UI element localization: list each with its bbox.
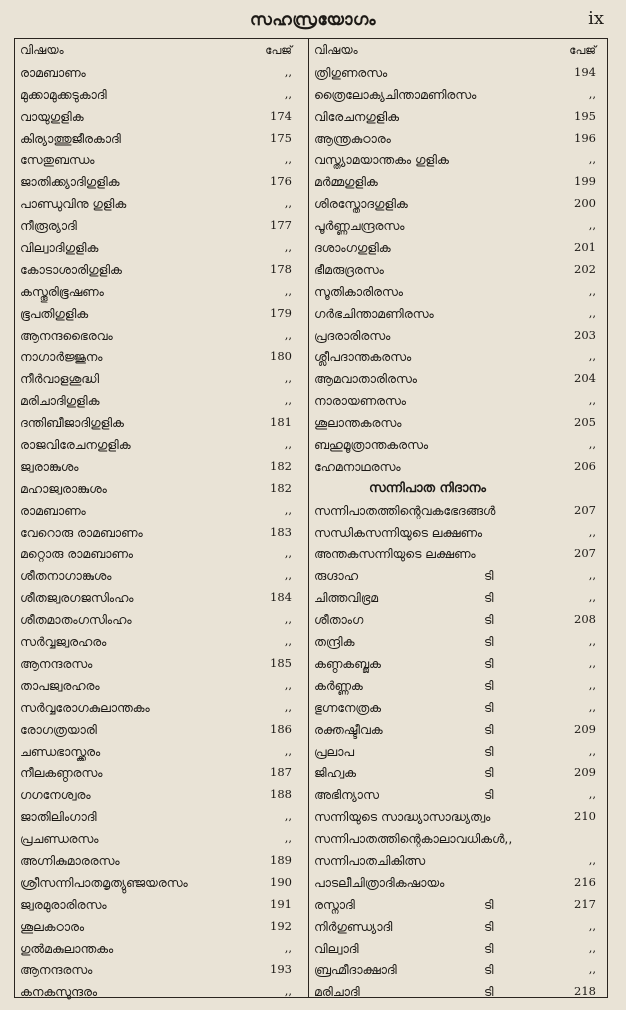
- entry-title: ശീതനാഗാങ്കുശം: [20, 568, 112, 584]
- index-entry: [314, 719, 602, 741]
- ditto-mark: ടി: [484, 699, 494, 715]
- entry-page: ,,: [284, 940, 292, 955]
- entry-page: ,,: [588, 568, 596, 583]
- index-entry: [314, 390, 602, 412]
- entry-page: 217: [574, 896, 596, 911]
- entry-page: ,,: [284, 152, 292, 167]
- page-number: ix: [588, 8, 604, 29]
- index-entry: [314, 631, 602, 653]
- index-entry: [20, 565, 302, 587]
- entry-page: ,,: [284, 502, 292, 517]
- entry-page: 187: [270, 765, 292, 780]
- index-entry: [314, 62, 602, 84]
- index-entry: [20, 741, 302, 763]
- index-entry: [314, 806, 602, 828]
- index-entry: [20, 631, 302, 653]
- entry-title: ഹേമനാഥരസം: [314, 458, 401, 474]
- index-entry: [20, 522, 302, 544]
- entry-title: ജ്വരമുരാരിരസം: [20, 896, 107, 912]
- entry-title: മുക്കാമുക്കടുകാദി: [20, 86, 107, 102]
- entry-page: 195: [574, 108, 596, 123]
- ditto-mark: ടി: [484, 765, 494, 781]
- entry-title: ശ്രീസന്നിപാതമൃത്യുഞ്ജയരസം: [20, 874, 188, 890]
- entry-page: 181: [270, 415, 292, 430]
- index-entry: [314, 106, 602, 128]
- entry-title: ആന്ത്രകുഠാരം: [314, 130, 391, 146]
- index-entry: [314, 675, 602, 697]
- ditto-mark: ടി: [484, 721, 494, 737]
- index-entry: [20, 938, 302, 960]
- entry-page: 208: [574, 612, 596, 627]
- index-entry: [314, 741, 602, 763]
- entry-title: രസ്നാദി: [314, 896, 355, 912]
- index-entry: [20, 149, 302, 171]
- subject-heading: വിഷയം: [314, 43, 358, 57]
- entry-title: അന്തകസന്നിയുടെ ലക്ഷണം: [314, 546, 476, 562]
- entry-page: 180: [270, 349, 292, 364]
- entry-title: ശീതജ്വരഗജസിംഹം: [20, 590, 134, 606]
- entry-title: ദശാംഗഗുളിക: [314, 240, 391, 256]
- section-heading: [314, 478, 602, 500]
- entry-title: വസ്ത്യാമയാന്തകം ഗുളിക: [314, 152, 449, 168]
- entry-title: കണ്ഠകബ്ജക: [314, 655, 381, 671]
- entry-title: ശൂലാന്തകരസം: [314, 415, 402, 431]
- index-entry: [20, 259, 302, 281]
- index-entry: [314, 522, 602, 544]
- index-entry: [20, 959, 302, 981]
- entry-title: നാരായണരസം: [314, 393, 406, 409]
- entry-title: ആമവാതാരിരസം: [314, 371, 417, 387]
- entry-title: പാണ്ഡുവിനു ഗുളിക: [20, 196, 127, 212]
- index-entry: [20, 762, 302, 784]
- ditto-mark: ടി: [484, 896, 494, 912]
- entry-page: 190: [270, 874, 292, 889]
- entry-title: പ്രചണ്ഡരസം: [20, 831, 99, 847]
- entry-title: വില്വാദി: [314, 940, 359, 956]
- ditto-mark: ടി: [484, 612, 494, 628]
- entry-page: 207: [574, 546, 596, 561]
- entry-title: കസ്തൂരിഭൂഷണം: [20, 283, 104, 299]
- entry-page: 188: [270, 787, 292, 802]
- entry-page: 209: [574, 721, 596, 736]
- entry-page: ,,: [588, 152, 596, 167]
- entry-title: ശ്ലീപദാന്തകരസം: [314, 349, 412, 365]
- entry-title: വില്വാദിഗുളിക: [20, 240, 99, 256]
- index-entry: [20, 193, 302, 215]
- entry-page: 192: [270, 918, 292, 933]
- index-entry: [20, 981, 302, 1003]
- index-entry: [20, 368, 302, 390]
- entry-title: ഗഗനേശ്വരം: [20, 787, 91, 803]
- entry-page: ,,: [284, 196, 292, 211]
- entry-title: സന്ധികസന്നിയുടെ ലക്ഷണം: [314, 524, 483, 540]
- entry-title: ആനന്ദരസം: [20, 962, 93, 978]
- entry-page: ,,: [284, 64, 292, 79]
- entry-page: 182: [270, 458, 292, 473]
- entry-title: നാഗാർജ്ജുനം: [20, 349, 103, 365]
- entry-page: ,,: [588, 787, 596, 802]
- entry-page: 209: [574, 765, 596, 780]
- ditto-mark: ടി: [484, 984, 494, 1000]
- entry-title: രുഗ്ദാഹ: [314, 568, 358, 584]
- entry-page: 193: [270, 962, 292, 977]
- index-entry: [314, 959, 602, 981]
- entry-title: സന്നിയുടെ സാദ്ധ്യാസാദ്ധ്യത്വം: [314, 809, 491, 825]
- entry-page: 186: [270, 721, 292, 736]
- entry-title: ഗർഭചിന്താമണിരസം: [314, 305, 434, 321]
- entry-title: ജാതിലിംഗാദി: [20, 809, 97, 825]
- entry-page: 204: [574, 371, 596, 386]
- entry-page: ,,: [284, 984, 292, 999]
- entry-title: ഭുഗ്നനേത്രക: [314, 699, 381, 715]
- index-entry: [20, 478, 302, 500]
- entry-page: ,,: [588, 655, 596, 670]
- entry-title: നീർവാളശുദ്ധി: [20, 371, 100, 387]
- entry-page: 178: [270, 261, 292, 276]
- entry-title: ഭീമരുദ്രരസം: [314, 261, 384, 277]
- entry-page: ,,: [588, 393, 596, 408]
- book-title: സഹസ്രയോഗം: [249, 10, 377, 30]
- entry-page: ,,: [588, 634, 596, 649]
- entry-title: വേറൊരു രാമബാണം: [20, 524, 143, 540]
- index-entry: [20, 828, 302, 850]
- ditto-mark: ടി: [484, 655, 494, 671]
- index-entry: [314, 872, 602, 894]
- entry-page: ,,: [588, 918, 596, 933]
- index-entry: [314, 653, 602, 675]
- index-entry: [314, 237, 602, 259]
- entry-title: ഭൂപതിഗുളിക: [20, 305, 89, 321]
- entry-page: 201: [574, 240, 596, 255]
- entry-page: 194: [574, 64, 596, 79]
- entry-page: ,,: [284, 568, 292, 583]
- entry-title: ബ്രഹ്മീദാക്ഷാദി: [314, 962, 397, 978]
- entry-title: ഗുൽമകുലാന്തകം: [20, 940, 114, 956]
- index-entry: [314, 981, 602, 1003]
- entry-title: രാജവിരേചനഗുളിക: [20, 437, 131, 453]
- entry-page: ,,: [588, 305, 596, 320]
- entry-title: സർവ്വജ്വരഹരം: [20, 634, 107, 650]
- entry-title: ത്രിഗുണരസം: [314, 64, 388, 80]
- ditto-mark: ടി: [484, 677, 494, 693]
- entry-page: ,,: [588, 940, 596, 955]
- index-entry: [314, 697, 602, 719]
- subject-heading: വിഷയം: [20, 43, 64, 57]
- ditto-mark: ടി: [484, 940, 494, 956]
- index-entry: [20, 894, 302, 916]
- index-entry: [314, 149, 602, 171]
- page-header: [0, 10, 626, 36]
- entry-page: 183: [270, 524, 292, 539]
- entry-title: ത്രൈലോക്യചിന്താമണിരസം: [314, 86, 477, 102]
- entry-page: ,,: [284, 743, 292, 758]
- entry-page: ,,: [284, 240, 292, 255]
- entry-page: ,,: [284, 634, 292, 649]
- left-index-column: [20, 40, 302, 1003]
- entry-title: സേതുബന്ധം: [20, 152, 95, 168]
- index-entry: [314, 916, 602, 938]
- index-entry: [314, 215, 602, 237]
- entry-title: നീലകണ്ഠരസം: [20, 765, 103, 781]
- entry-page: 182: [270, 480, 292, 495]
- index-entry: [20, 346, 302, 368]
- index-entry: [20, 719, 302, 741]
- entry-page: 210: [574, 809, 596, 824]
- index-entry: [20, 587, 302, 609]
- index-entry: [20, 215, 302, 237]
- index-entry: [314, 938, 602, 960]
- ditto-mark: ടി: [484, 743, 494, 759]
- entry-page: 176: [270, 174, 292, 189]
- index-entry: [20, 916, 302, 938]
- index-entry: [20, 850, 302, 872]
- column-divider: [308, 38, 309, 998]
- index-entry: [314, 456, 602, 478]
- index-entry: [314, 412, 602, 434]
- entry-page: 205: [574, 415, 596, 430]
- ditto-mark: ടി: [484, 962, 494, 978]
- index-entry: [20, 303, 302, 325]
- ditto-mark: ടി: [484, 918, 494, 934]
- entry-page: 207: [574, 502, 596, 517]
- entry-title: ദന്തിബീജാദിഗുളിക: [20, 415, 124, 431]
- entry-title: വായുഗുളിക: [20, 108, 84, 124]
- entry-page: ,,: [284, 437, 292, 452]
- entry-title: ശൂലകഠാരം: [20, 918, 85, 934]
- entry-title: കർണ്ണക: [314, 677, 363, 693]
- entry-page: 218: [574, 984, 596, 999]
- entry-title: സന്നിപാതത്തിന്റെവകഭേദങ്ങൾ: [314, 502, 496, 518]
- index-entry: [20, 653, 302, 675]
- index-entry: [314, 193, 602, 215]
- index-entry: [20, 128, 302, 150]
- index-entry: [314, 128, 602, 150]
- entry-page: 177: [270, 218, 292, 233]
- index-entry: [20, 872, 302, 894]
- entry-page: ,,: [588, 590, 596, 605]
- index-entry: [20, 675, 302, 697]
- ditto-mark: ടി: [484, 568, 494, 584]
- ditto-mark: ടി: [484, 787, 494, 803]
- index-entry: [314, 171, 602, 193]
- page-heading: പേജ്: [569, 43, 596, 57]
- entry-page: ,,: [588, 677, 596, 692]
- entry-title: നീരൂര്യാദി: [20, 218, 77, 234]
- entry-page: ,,: [284, 546, 292, 561]
- index-entry: [20, 609, 302, 631]
- index-entry: [314, 762, 602, 784]
- index-entry: [314, 609, 602, 631]
- index-entry: [314, 325, 602, 347]
- entry-page: 174: [270, 108, 292, 123]
- index-entry: [314, 565, 602, 587]
- entry-title: വിരേചനഗുളിക: [314, 108, 399, 124]
- entry-page: ,,: [284, 831, 292, 846]
- ditto-mark: ടി: [484, 590, 494, 606]
- entry-page: 189: [270, 852, 292, 867]
- entry-page: 203: [574, 327, 596, 342]
- entry-title: താപജ്വരഹരം: [20, 677, 100, 693]
- index-entry: [20, 62, 302, 84]
- entry-title: സർവ്വരോഗകുലാന്തകം: [20, 699, 150, 715]
- entry-title: അഗ്നികുമാരരസം: [20, 852, 120, 868]
- index-entry: [314, 346, 602, 368]
- index-entry: [20, 84, 302, 106]
- index-entry: [314, 368, 602, 390]
- index-entry: [314, 434, 602, 456]
- entry-title: മർമ്മഗുളിക: [314, 174, 378, 190]
- index-entry: [314, 894, 602, 916]
- index-entry: [20, 106, 302, 128]
- entry-page: ,,: [284, 809, 292, 824]
- entry-title: പ്രലാപ: [314, 743, 354, 759]
- index-entry: [20, 543, 302, 565]
- entry-title: രക്തഷ്ടീവക: [314, 721, 383, 737]
- entry-title: കോടാശാരിഗുളിക: [20, 261, 122, 277]
- entry-title: മഹാജ്വരാങ്കുശം: [20, 480, 107, 496]
- index-entry: [314, 850, 602, 872]
- entry-title: ജ്വരാങ്കുശം: [20, 458, 79, 474]
- entry-page: ,,: [588, 743, 596, 758]
- index-entry: [20, 390, 302, 412]
- index-entry: [20, 325, 302, 347]
- ditto-mark: ടി: [484, 634, 494, 650]
- entry-page: ,,: [284, 283, 292, 298]
- entry-title: സൂതികാരിരസം: [314, 283, 404, 299]
- entry-title: ശിരസ്തോദഗുളിക: [314, 196, 408, 212]
- entry-page: ,,: [588, 699, 596, 714]
- entry-page: 184: [270, 590, 292, 605]
- column-header: [314, 40, 602, 62]
- entry-title: ജിഹ്വക: [314, 765, 356, 781]
- entry-title: രോഗത്രയാരി: [20, 721, 97, 737]
- entry-title: ചിത്തവിഭ്രമ: [314, 590, 379, 606]
- entry-title: പൂർണ്ണചന്ദ്രരസം: [314, 218, 405, 234]
- entry-title: കനകസുന്ദരം: [20, 984, 98, 1000]
- entry-page: ,,: [588, 852, 596, 867]
- page-heading: പേജ്: [265, 43, 292, 57]
- entry-title: മരിചാദിഗുളിക: [20, 393, 100, 409]
- entry-title: ചണ്ഡഭാസ്ക്കരം: [20, 743, 101, 759]
- entry-title: പ്രദരാരിരസം: [314, 327, 391, 343]
- entry-page: ,,: [284, 677, 292, 692]
- entry-title: സന്നിപാത നിദാനം: [369, 480, 486, 496]
- entry-title: സന്നിപാതചികിത്സ: [314, 852, 426, 868]
- entry-page: 216: [574, 874, 596, 889]
- index-entry: [20, 500, 302, 522]
- entry-title: മറ്റൊരു രാമബാണം: [20, 546, 133, 562]
- entry-title: ജാതിക്ക്യാദിഗുളിക: [20, 174, 120, 190]
- entry-title: ശീതാംഗ: [314, 612, 364, 628]
- entry-title: സന്നിപാതത്തിന്റെകാലാവധികൾ,,: [314, 831, 513, 847]
- index-entry: [20, 237, 302, 259]
- entry-title: കിര്യാത്തുജീരകാദി: [20, 130, 121, 146]
- entry-page: 202: [574, 261, 596, 276]
- index-entry: [314, 84, 602, 106]
- index-entry: [314, 784, 602, 806]
- index-entry: [20, 171, 302, 193]
- entry-title: ശീതമാതംഗസിംഹം: [20, 612, 132, 628]
- index-entry: [20, 456, 302, 478]
- entry-page: 200: [574, 196, 596, 211]
- entry-page: 206: [574, 458, 596, 473]
- entry-title: നിർഗുണ്ഡ്യാദി: [314, 918, 393, 934]
- right-index-column: [314, 40, 602, 1003]
- entry-page: ,,: [284, 393, 292, 408]
- entry-title: ആനന്ദഭൈരവം: [20, 327, 113, 343]
- index-entry: [20, 806, 302, 828]
- entry-title: രാമബാണം: [20, 502, 86, 518]
- index-entry: [314, 303, 602, 325]
- entry-page: ,,: [588, 437, 596, 452]
- entry-page: ,,: [284, 371, 292, 386]
- entry-page: 191: [270, 896, 292, 911]
- entry-page: ,,: [588, 283, 596, 298]
- entry-page: ,,: [588, 86, 596, 101]
- entry-page: 199: [574, 174, 596, 189]
- index-entry: [314, 259, 602, 281]
- index-entry: [20, 434, 302, 456]
- index-entry: [20, 281, 302, 303]
- entry-page: ,,: [588, 524, 596, 539]
- index-entry: [314, 587, 602, 609]
- entry-page: 196: [574, 130, 596, 145]
- index-entry: [314, 500, 602, 522]
- entry-page: 179: [270, 305, 292, 320]
- entry-title: അഭിന്യാസ: [314, 787, 379, 803]
- entry-title: ബഹുമൂത്രാന്തകരസം: [314, 437, 429, 453]
- entry-page: ,,: [284, 86, 292, 101]
- index-entry: [20, 784, 302, 806]
- entry-title: പാടലീചിത്രാദികഷായം: [314, 874, 445, 890]
- index-entry: [314, 543, 602, 565]
- column-header: [20, 40, 302, 62]
- entry-page: 185: [270, 655, 292, 670]
- entry-title: തന്ദ്രിക: [314, 634, 355, 650]
- entry-page: ,,: [588, 349, 596, 364]
- entry-page: ,,: [284, 699, 292, 714]
- entry-page: ,,: [588, 962, 596, 977]
- entry-page: ,,: [284, 612, 292, 627]
- entry-page: ,,: [588, 218, 596, 233]
- index-entry: [314, 281, 602, 303]
- entry-title: മരിചാദി: [314, 984, 360, 1000]
- entry-title: ആനന്ദരസം: [20, 655, 93, 671]
- index-entry: [20, 412, 302, 434]
- entry-title: രാമബാണം: [20, 64, 86, 80]
- entry-page: 175: [270, 130, 292, 145]
- index-entry: [314, 828, 602, 850]
- entry-page: ,,: [284, 327, 292, 342]
- index-entry: [20, 697, 302, 719]
